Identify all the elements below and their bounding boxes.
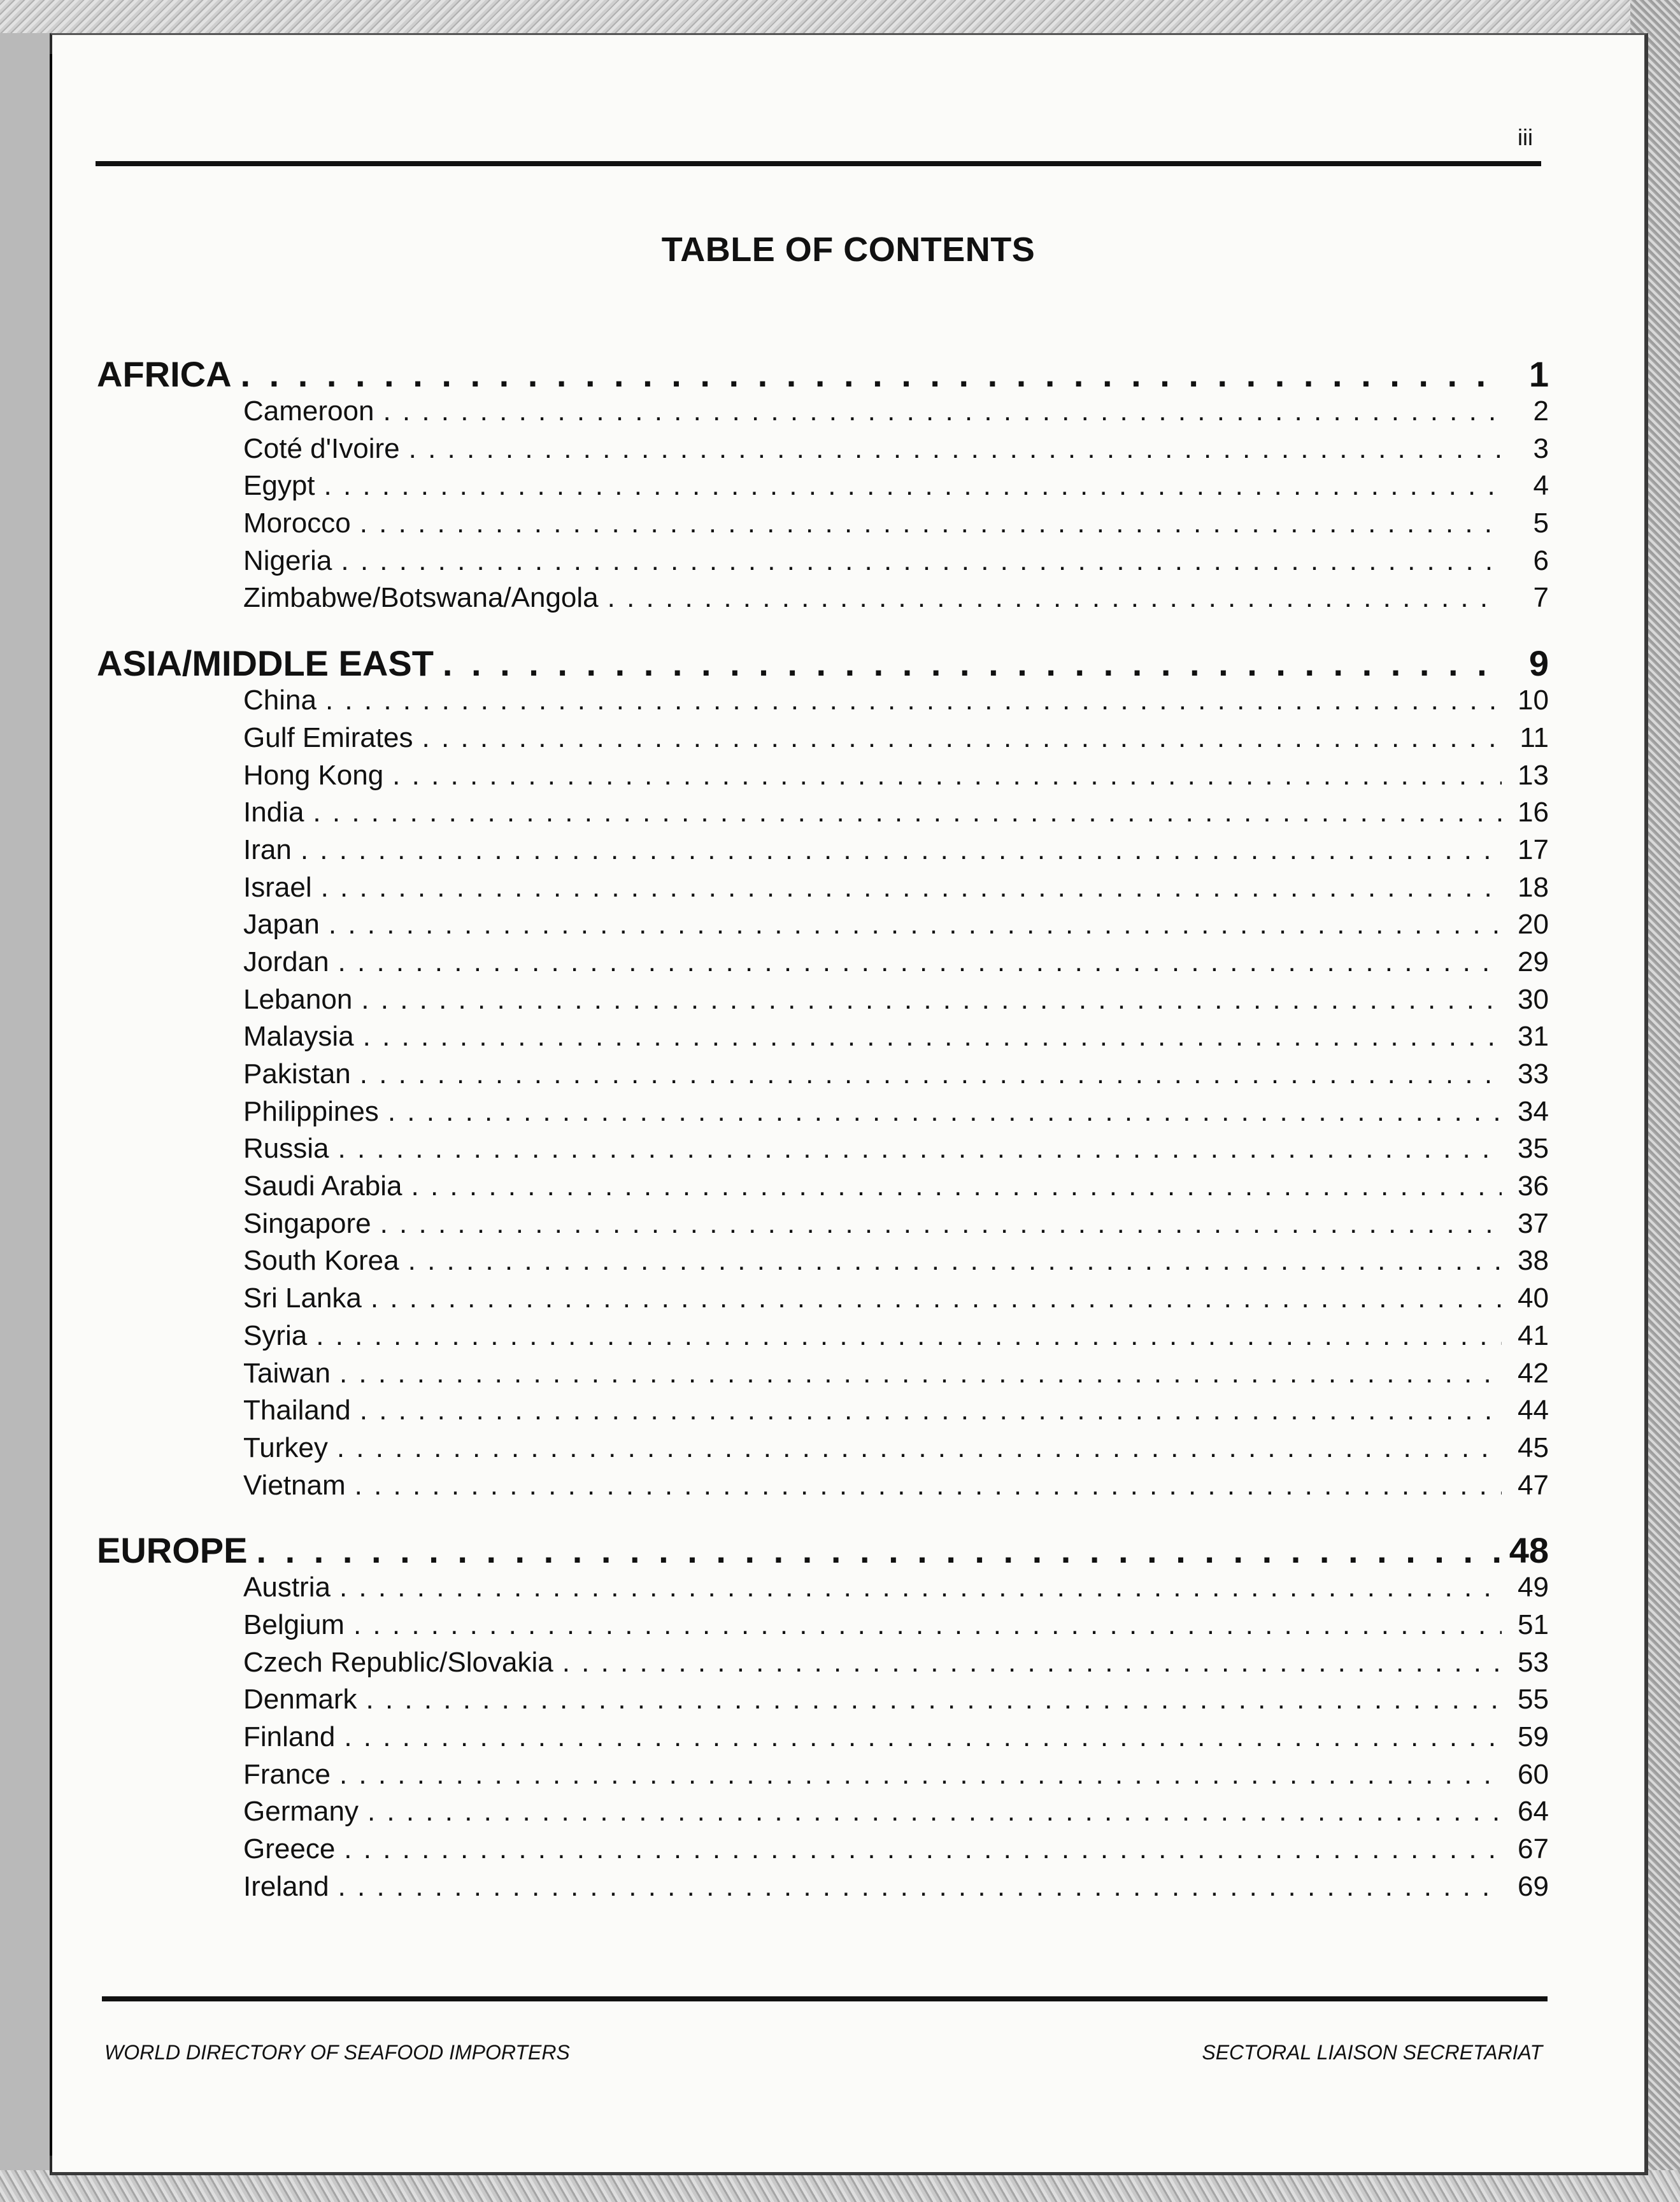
toc-entry-page: 2 bbox=[1533, 395, 1549, 427]
dot-leader bbox=[324, 470, 1502, 502]
toc-entry-label: Japan bbox=[243, 909, 320, 941]
toc-entry-page: 51 bbox=[1518, 1609, 1549, 1640]
toc-entry-label: Sri Lanka bbox=[243, 1282, 362, 1314]
footer-rule bbox=[102, 1996, 1548, 2001]
toc-entry-row bbox=[97, 508, 1549, 545]
toc-entry-page: 11 bbox=[1520, 721, 1549, 753]
dot-leader bbox=[392, 760, 1502, 792]
toc-entry-label: Czech Republic/Slovakia bbox=[243, 1646, 553, 1678]
toc-entry-page: 41 bbox=[1518, 1319, 1549, 1351]
toc-entry-label: Vietnam bbox=[243, 1469, 346, 1501]
dot-leader bbox=[301, 834, 1502, 866]
toc-entry-page: 53 bbox=[1518, 1646, 1549, 1678]
toc-entry-page: 59 bbox=[1518, 1721, 1549, 1752]
toc-entry-row bbox=[97, 1133, 1549, 1170]
footer-publication-title: WORLD DIRECTORY OF SEAFOOD IMPORTERS bbox=[104, 2041, 570, 2064]
toc-entry-label: Cameroon bbox=[243, 395, 374, 427]
toc-entry-page: 10 bbox=[1518, 685, 1549, 716]
page-number: iii bbox=[1518, 124, 1533, 150]
toc-entry-row bbox=[97, 1721, 1549, 1759]
toc-entry-page: 47 bbox=[1518, 1469, 1549, 1501]
toc-entry-row bbox=[97, 1470, 1549, 1507]
toc-entry-label: France bbox=[243, 1758, 331, 1790]
dot-leader bbox=[363, 1021, 1502, 1053]
toc-entry-label: Gulf Emirates bbox=[243, 721, 413, 753]
toc-entry-page: 40 bbox=[1518, 1282, 1549, 1314]
toc-entry-page: 35 bbox=[1518, 1133, 1549, 1165]
toc-entry-page: 38 bbox=[1518, 1245, 1549, 1277]
toc-entry-label: Ireland bbox=[243, 1870, 329, 1902]
toc-entry-row bbox=[97, 760, 1549, 797]
toc-entry-page: 29 bbox=[1518, 946, 1549, 977]
toc-entry-label: India bbox=[243, 797, 304, 828]
toc-entry-row bbox=[97, 834, 1549, 872]
dot-leader bbox=[329, 909, 1502, 941]
toc-entry-row bbox=[97, 1245, 1549, 1282]
dot-leader bbox=[380, 1208, 1502, 1240]
dot-leader bbox=[355, 1470, 1502, 1502]
dot-leader bbox=[409, 433, 1502, 465]
toc-entry-page: 31 bbox=[1518, 1021, 1549, 1053]
toc-entry-row bbox=[97, 685, 1549, 722]
document-page bbox=[50, 33, 1648, 2175]
toc-entry-row bbox=[97, 1395, 1549, 1432]
toc-entry-page: 33 bbox=[1518, 1058, 1549, 1090]
toc-entry-row bbox=[97, 1208, 1549, 1246]
dot-leader bbox=[341, 545, 1502, 577]
table-of-contents bbox=[97, 353, 1549, 1908]
toc-entry-label: Philippines bbox=[243, 1095, 379, 1127]
dot-leader bbox=[344, 1833, 1502, 1865]
dot-leader bbox=[608, 582, 1502, 614]
toc-entry-page: 5 bbox=[1533, 508, 1549, 539]
binding-line bbox=[50, 54, 52, 2156]
toc-entry-label: Pakistan bbox=[243, 1058, 351, 1090]
toc-entry-row bbox=[97, 1833, 1549, 1871]
toc-entry-row bbox=[97, 797, 1549, 834]
dot-leader bbox=[338, 1871, 1502, 1903]
toc-entry-row bbox=[97, 1759, 1549, 1796]
dot-leader bbox=[360, 508, 1502, 539]
toc-entry-row bbox=[97, 909, 1549, 946]
footer-publisher: SECTORAL LIAISON SECRETARIAT bbox=[1202, 2041, 1542, 2064]
toc-entry-page: 69 bbox=[1518, 1870, 1549, 1902]
dot-leader bbox=[338, 1133, 1502, 1165]
toc-entry-label: Saudi Arabia bbox=[243, 1170, 402, 1202]
toc-entry-row bbox=[97, 545, 1549, 583]
dot-leader bbox=[408, 1245, 1502, 1277]
toc-entry-page: 13 bbox=[1518, 759, 1549, 791]
toc-entry-label: China bbox=[243, 685, 317, 716]
toc-entry-row bbox=[97, 872, 1549, 909]
toc-entry-label: Syria bbox=[243, 1319, 308, 1351]
toc-entry-label: Egypt bbox=[243, 470, 315, 502]
toc-entry-page: 37 bbox=[1518, 1207, 1549, 1239]
toc-entry-row bbox=[97, 1871, 1549, 1908]
toc-entry-row bbox=[97, 722, 1549, 760]
toc-entry-label: Greece bbox=[243, 1833, 336, 1865]
toc-entry-page: 34 bbox=[1518, 1095, 1549, 1127]
toc-section-page: 9 bbox=[1528, 643, 1549, 684]
toc-entry-page: 60 bbox=[1518, 1758, 1549, 1790]
toc-entry-label: Finland bbox=[243, 1721, 336, 1752]
dot-leader bbox=[411, 1170, 1502, 1202]
toc-entry-page: 7 bbox=[1533, 582, 1549, 614]
toc-entry-row bbox=[97, 433, 1549, 471]
toc-entry-page: 30 bbox=[1518, 983, 1549, 1015]
toc-entry-page: 6 bbox=[1533, 544, 1549, 576]
toc-entry-label: Nigeria bbox=[243, 544, 332, 576]
dot-leader bbox=[313, 797, 1502, 828]
toc-entry-label: Singapore bbox=[243, 1207, 371, 1239]
toc-entry-page: 67 bbox=[1518, 1833, 1549, 1865]
toc-entry-label: Belgium bbox=[243, 1609, 345, 1640]
dot-leader bbox=[388, 1096, 1502, 1128]
toc-entry-page: 44 bbox=[1518, 1395, 1549, 1426]
toc-entry-page: 36 bbox=[1518, 1170, 1549, 1202]
toc-entry-label: Denmark bbox=[243, 1684, 357, 1715]
toc-entry-row bbox=[97, 1282, 1549, 1320]
toc-section-page: 48 bbox=[1509, 1530, 1549, 1571]
toc-entry-label: Taiwan bbox=[243, 1357, 331, 1389]
dot-leader bbox=[360, 1058, 1502, 1090]
toc-entry-row bbox=[97, 1684, 1549, 1721]
dot-leader bbox=[383, 395, 1502, 427]
dot-leader bbox=[316, 1320, 1502, 1352]
toc-entry-label: Lebanon bbox=[243, 983, 353, 1015]
toc-section-row bbox=[97, 353, 1549, 395]
toc-entry-page: 3 bbox=[1533, 432, 1549, 464]
toc-entry-label: Austria bbox=[243, 1572, 331, 1603]
toc-section-row bbox=[97, 1530, 1549, 1572]
toc-entry-row bbox=[97, 1058, 1549, 1096]
dot-leader bbox=[339, 1572, 1502, 1603]
toc-entry-row bbox=[97, 1320, 1549, 1358]
dot-leader bbox=[337, 1432, 1502, 1464]
toc-entry-label: Malaysia bbox=[243, 1021, 354, 1053]
dot-leader bbox=[344, 1721, 1502, 1753]
toc-entry-row bbox=[97, 395, 1549, 433]
page-title: TABLE OF CONTENTS bbox=[661, 231, 1036, 269]
dot-leader bbox=[562, 1647, 1502, 1679]
dot-leader bbox=[321, 872, 1502, 904]
toc-entry-row bbox=[97, 1609, 1549, 1647]
dot-leader bbox=[422, 722, 1502, 754]
toc-entry-row bbox=[97, 1796, 1549, 1833]
toc-entry-page: 17 bbox=[1518, 834, 1549, 865]
toc-entry-label: Jordan bbox=[243, 946, 329, 977]
toc-entry-label: South Korea bbox=[243, 1245, 399, 1277]
toc-entry-page: 4 bbox=[1533, 470, 1549, 502]
toc-entry-page: 42 bbox=[1518, 1357, 1549, 1389]
toc-entry-row bbox=[97, 1432, 1549, 1470]
toc-entry-row bbox=[97, 582, 1549, 620]
toc-entry-row bbox=[97, 1647, 1549, 1684]
toc-entry-row bbox=[97, 1358, 1549, 1395]
toc-entry-label: Russia bbox=[243, 1133, 329, 1165]
dot-leader bbox=[339, 1358, 1502, 1389]
toc-entry-label: Turkey bbox=[243, 1431, 328, 1463]
toc-section-name: ASIA/MIDDLE EAST bbox=[97, 643, 434, 684]
toc-entry-row bbox=[97, 1572, 1549, 1609]
toc-entry-label: Germany bbox=[243, 1796, 359, 1828]
toc-entry-label: Zimbabwe/Botswana/Angola bbox=[243, 582, 599, 614]
toc-entry-row bbox=[97, 946, 1549, 984]
toc-entry-row bbox=[97, 1096, 1549, 1133]
toc-entry-page: 18 bbox=[1518, 871, 1549, 903]
dot-leader bbox=[325, 685, 1502, 716]
toc-entry-page: 64 bbox=[1518, 1796, 1549, 1828]
dot-leader bbox=[241, 353, 1502, 395]
dot-leader bbox=[339, 1759, 1502, 1791]
dot-leader bbox=[366, 1684, 1502, 1715]
toc-entry-row bbox=[97, 984, 1549, 1021]
dot-leader bbox=[338, 946, 1502, 978]
toc-section-row bbox=[97, 643, 1549, 685]
toc-entry-page: 16 bbox=[1518, 797, 1549, 828]
toc-entry-label: Morocco bbox=[243, 508, 351, 539]
toc-section-name: EUROPE bbox=[97, 1530, 248, 1571]
toc-entry-page: 55 bbox=[1518, 1684, 1549, 1715]
toc-entry-row bbox=[97, 1170, 1549, 1208]
toc-entry-row bbox=[97, 1021, 1549, 1058]
toc-entry-page: 45 bbox=[1518, 1431, 1549, 1463]
toc-entry-label: Israel bbox=[243, 871, 312, 903]
toc-entry-label: Thailand bbox=[243, 1395, 351, 1426]
toc-entry-label: Iran bbox=[243, 834, 292, 865]
dot-leader bbox=[257, 1530, 1500, 1571]
dot-leader bbox=[361, 984, 1502, 1016]
toc-entry-page: 20 bbox=[1518, 909, 1549, 941]
dot-leader bbox=[367, 1796, 1502, 1828]
toc-entry-label: Hong Kong bbox=[243, 759, 384, 791]
toc-entry-page: 49 bbox=[1518, 1572, 1549, 1603]
header-rule bbox=[96, 161, 1541, 166]
scan-edge-top bbox=[0, 0, 1680, 33]
toc-entry-label: Coté d'Ivoire bbox=[243, 432, 400, 464]
dot-leader bbox=[353, 1609, 1502, 1641]
toc-entry-row bbox=[97, 470, 1549, 508]
dot-leader bbox=[360, 1395, 1502, 1426]
toc-section-page: 1 bbox=[1528, 354, 1549, 394]
dot-leader bbox=[371, 1282, 1502, 1314]
toc-section-name: AFRICA bbox=[97, 354, 232, 394]
dot-leader bbox=[443, 643, 1502, 684]
